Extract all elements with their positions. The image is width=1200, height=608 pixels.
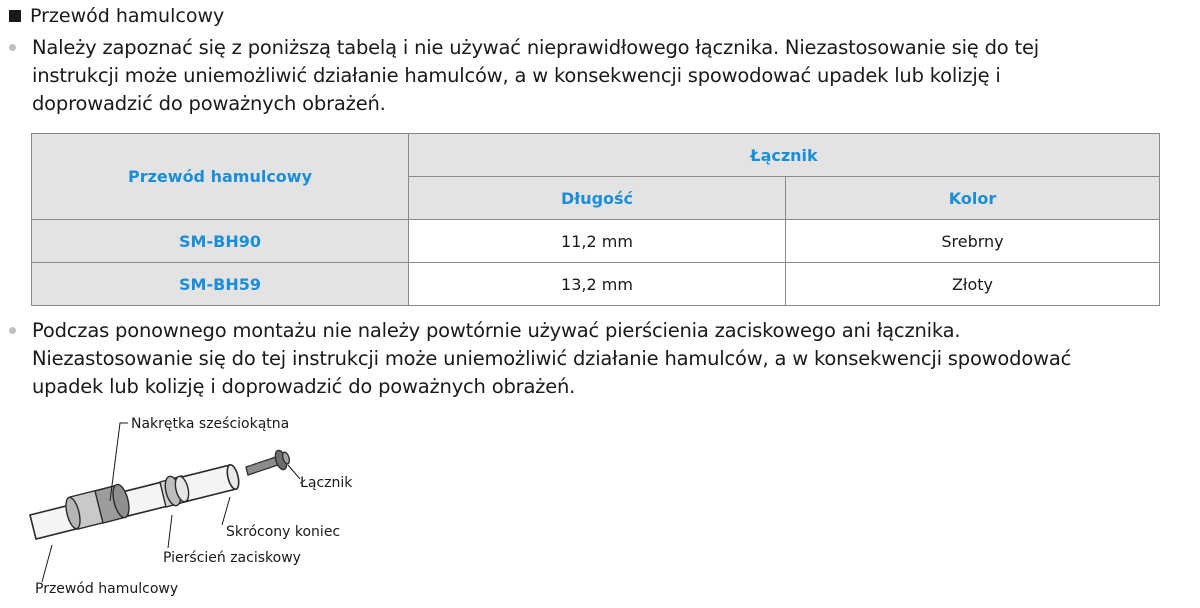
warning-note-2: Podczas ponownego montażu nie należy powtórnie używać pierścienia zaciskowego ani łącznika. Niezastosowanie się do tej instrukcji może uniemożliwić działanie hamulców, a w konsekwencji spowodować upadek lub kolizję i doprowadzić do poważnych obrażeń.: [32, 319, 1072, 398]
header-color: Kolor: [786, 177, 1160, 220]
section-heading: [9, 3, 224, 29]
header-hose: Przewód hamulcowy: [32, 134, 409, 220]
bullet-dot-icon: [9, 44, 16, 51]
cell-length: 11,2 mm: [409, 220, 786, 263]
cell-hose: SM-BH90: [32, 220, 409, 263]
bullet-dot-icon: [9, 327, 16, 334]
header-connector: Łącznik: [409, 134, 1160, 177]
hose-assembly-diagram: [0, 405, 420, 605]
connector-insert-illustration: [246, 449, 291, 475]
connector-table: [31, 133, 1160, 306]
cell-color: Złoty: [786, 263, 1160, 306]
label-hose: Przewód hamulcowy: [35, 581, 179, 597]
label-olive: Pierścień zaciskowy: [163, 550, 301, 566]
hex-nut-illustration: [63, 483, 132, 530]
square-bullet-icon: [9, 10, 21, 22]
label-cut-end: Skrócony koniec: [226, 524, 341, 540]
table-row: [32, 220, 1160, 263]
cell-color: Srebrny: [786, 220, 1160, 263]
warning-note-1: Należy zapoznać się z poniższą tabelą i nie używać nieprawidłowego łącznika. Niezastosowanie się do tej instrukcji może uniemożliwić działanie hamulców, a w konsekwencji spowodować upadek lub kolizję i doprowadzić do poważnych obrażeń.: [32, 36, 1039, 115]
header-length: Długość: [409, 177, 786, 220]
label-hex-nut: Nakrętka sześciokątna: [131, 416, 290, 432]
cell-hose: SM-BH59: [32, 263, 409, 306]
brake-hose-illustration: [30, 464, 241, 539]
label-connector: Łącznik: [300, 475, 353, 491]
cell-length: 13,2 mm: [409, 263, 786, 306]
table-row: [32, 263, 1160, 306]
section-title: Przewód hamulcowy: [30, 5, 225, 27]
